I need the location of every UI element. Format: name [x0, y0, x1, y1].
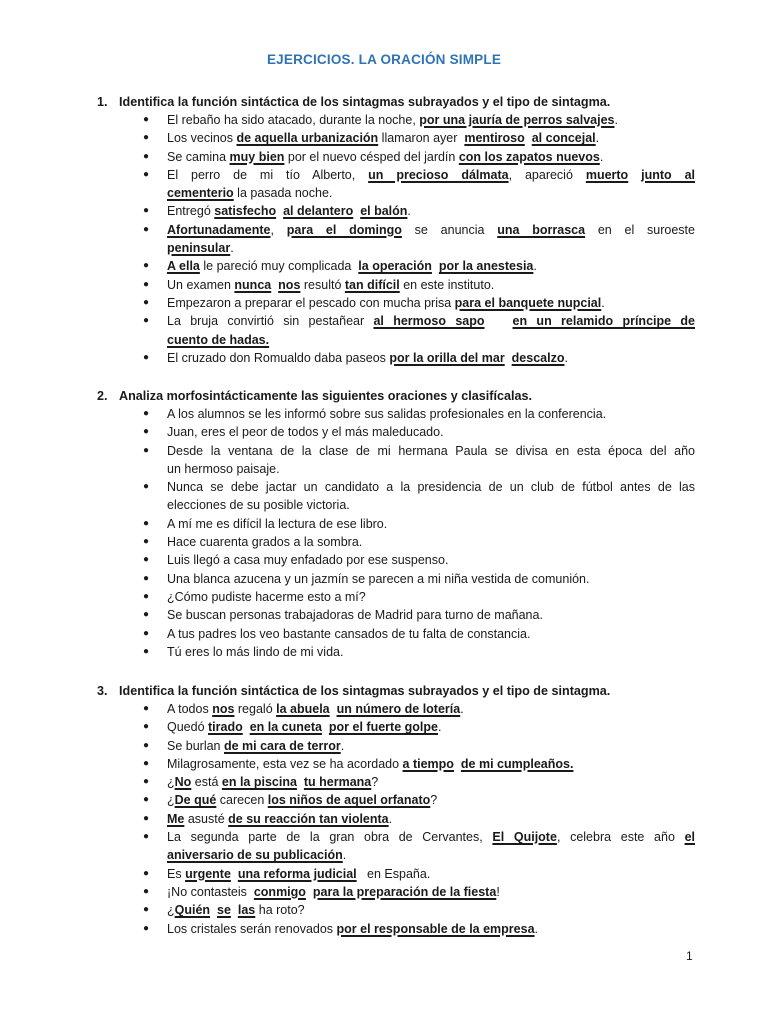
underlined-phrase: el	[684, 830, 695, 845]
bullet-icon: ●	[143, 444, 150, 456]
sentence-text: ¡No contasteis	[167, 884, 254, 899]
sentence-text: El perro de mi tío Alberto,	[167, 167, 369, 182]
sentence-item	[0, 533, 695, 551]
sentence-text	[628, 168, 641, 182]
sentence-text: Luis llegó a casa muy enfadado por ese suspenso.	[167, 553, 449, 568]
underlined-phrase: Me	[167, 811, 185, 826]
sentence-item	[0, 737, 695, 755]
sentence-text: ¿	[167, 793, 175, 808]
underlined-phrase: mentiroso	[464, 131, 525, 146]
sentence-text: A los alumnos se les informó sobre sus salidas profesionales en la conferencia.	[167, 407, 607, 421]
bullet-icon: ●	[143, 315, 150, 327]
sentence-text: Los cristales serán renovados	[167, 921, 337, 936]
sentence-text: .	[342, 848, 347, 863]
bullet-icon: ●	[143, 114, 150, 125]
underlined-phrase: nos	[278, 277, 301, 292]
section-number: 3.	[97, 684, 108, 698]
underlined-phrase: en la cuneta	[249, 720, 322, 735]
sentence-text	[330, 702, 337, 716]
bullet-icon: ●	[143, 572, 150, 584]
sentence-text: Una blanca azucena y un jazmín se parecen a mi niña vestida de comunión.	[167, 571, 590, 586]
sentence-text: ¿	[167, 903, 175, 918]
sentence-text: un hermoso paisaje.	[167, 461, 280, 476]
sentence-text: !	[496, 884, 500, 899]
sentence-text: Un examen	[167, 277, 235, 292]
underlined-phrase: el balón	[360, 204, 408, 219]
sentence-text: ?	[371, 775, 379, 790]
underlined-phrase: No	[174, 775, 192, 790]
underlined-phrase: cuento de hadas.	[167, 332, 270, 347]
sentence-text: Se burlan	[167, 738, 224, 753]
underlined-phrase: nos	[212, 702, 235, 716]
underlined-phrase: conmigo	[253, 884, 306, 899]
sentence-text: Hace cuarenta grados a la sombra.	[167, 535, 363, 550]
underlined-phrase: urgente	[185, 866, 231, 881]
underlined-phrase: por la orilla del mar	[389, 350, 505, 365]
bullet-icon: ●	[143, 481, 150, 493]
sentence-item	[0, 111, 695, 129]
sentence-text: Los vecinos	[167, 131, 237, 146]
sentence-list	[0, 405, 768, 661]
sentence-text: El cruzado don Romualdo daba paseos	[167, 350, 390, 365]
page-title: EJERCICIOS. LA ORACIÓN SIMPLE	[266, 52, 502, 67]
sentence-text: en este instituto.	[399, 277, 495, 292]
sentence-text: A todos	[167, 702, 213, 716]
bullet-icon: ●	[143, 757, 150, 769]
sentence-text: Empezaron a preparar el pescado con mucha prisa	[167, 295, 455, 310]
sentence-text: .	[437, 720, 442, 735]
sentence-item	[0, 606, 695, 624]
underlined-phrase: para la preparación de la fiesta	[312, 884, 497, 899]
bullet-icon: ●	[143, 351, 150, 363]
sentence-text: está	[191, 775, 222, 790]
sentence-text: .	[614, 113, 618, 127]
sentence-text: se anuncia	[401, 222, 498, 237]
sentence-item	[0, 570, 695, 588]
bullet-icon: ●	[143, 296, 150, 308]
sentence-text: Quedó	[167, 720, 209, 735]
underlined-phrase: por una jauría de perros salvajes	[419, 113, 615, 127]
sentence-text: elecciones de su posible victoria.	[167, 498, 350, 513]
bullet-icon: ●	[143, 703, 150, 714]
underlined-phrase: las	[237, 903, 256, 918]
underlined-phrase: El Quijote	[492, 830, 557, 845]
bullet-icon: ●	[143, 150, 150, 162]
bullet-icon: ●	[143, 536, 150, 548]
sentence-item	[0, 148, 695, 166]
sentence-text: la pasada noche.	[233, 186, 333, 201]
sentence-text	[505, 351, 512, 365]
sentence-text	[231, 867, 238, 881]
sentence-text: .	[599, 149, 604, 164]
sentence-text: .	[564, 350, 568, 365]
sentence-item	[0, 810, 695, 828]
section-number: 1.	[97, 95, 108, 109]
underlined-phrase: al hermoso sapo	[373, 314, 485, 329]
sentence-text: .	[340, 738, 345, 753]
sentence-item	[0, 755, 695, 773]
sentence-text: en España.	[356, 866, 431, 881]
bullet-icon: ●	[143, 205, 150, 217]
sentence-text: asusté	[184, 811, 229, 826]
bullet-icon: ●	[143, 812, 150, 824]
sentence-item	[0, 718, 695, 736]
sentence-text: .	[460, 702, 464, 716]
underlined-phrase: una borrasca	[497, 222, 586, 237]
bullet-icon: ●	[143, 609, 150, 621]
sentence-item	[0, 166, 695, 203]
bullet-icon: ●	[143, 885, 150, 897]
sentence-text: La segunda parte de la gran obra de Cervantes,	[167, 830, 493, 845]
sentence-text: resultó	[300, 277, 345, 292]
sentence-text: llamaron ayer	[378, 131, 465, 146]
sentence-text: La bruja convirtió sin pestañear	[167, 314, 374, 329]
underlined-phrase: para el banquete nupcial	[454, 295, 602, 310]
underlined-phrase: de mi cumpleaños.	[460, 756, 574, 771]
sentence-item	[0, 405, 695, 423]
sentence-text	[322, 720, 329, 734]
sentence-text: .	[534, 921, 539, 936]
underlined-phrase: cementerio	[167, 186, 234, 201]
section-heading-text: Identifica la función sintáctica de los sintagmas subrayados y el tipo de sintagma.	[119, 684, 611, 698]
sentence-text: le pareció muy complicada	[199, 259, 359, 274]
sentence-item	[0, 773, 695, 791]
sentence-item	[0, 294, 695, 312]
sentence-text: Milagrosamente, esta vez se ha acordado	[167, 756, 403, 771]
bullet-icon: ●	[143, 739, 150, 751]
sentence-text	[432, 259, 439, 273]
sentence-text	[525, 131, 532, 145]
underlined-phrase: de mi cara de terror	[223, 738, 341, 753]
underlined-phrase: aniversario de su publicación	[167, 848, 343, 863]
underlined-phrase: al concejal	[531, 131, 596, 146]
sentence-text: .	[388, 811, 393, 826]
sentence-text: ¿Cómo pudiste hacerme esto a mí?	[167, 589, 366, 604]
bullet-icon: ●	[143, 831, 150, 843]
sentence-item	[0, 276, 695, 294]
bullet-icon: ●	[143, 867, 150, 879]
underlined-phrase: en un relamido príncipe de	[512, 314, 695, 329]
sentence-item	[0, 129, 695, 147]
section-heading	[97, 93, 768, 111]
sentence-item	[0, 588, 695, 606]
sentence-item	[0, 221, 695, 258]
sentence-text: .	[595, 131, 600, 146]
sentence-text: , celebra este año	[556, 830, 685, 845]
underlined-phrase: muy bien	[229, 149, 285, 164]
underlined-phrase: los niños de aquel orfanato	[267, 793, 431, 808]
sentence-text: ,	[270, 222, 287, 237]
sentence-text: por el nuevo césped del jardín	[284, 149, 459, 164]
bullet-icon: ●	[143, 278, 150, 290]
exercise-section-1	[0, 93, 768, 367]
sentence-text: Tú eres lo más lindo de mi vida.	[167, 644, 344, 659]
underlined-phrase: nunca	[234, 277, 272, 292]
sentence-text: A tus padres los veo bastante cansados de tu falta de constancia.	[167, 626, 531, 641]
sentence-item	[0, 643, 695, 661]
bullet-icon: ●	[143, 721, 150, 733]
bullet-icon: ●	[143, 627, 150, 639]
sentence-item	[0, 515, 695, 533]
exercise-section-3	[0, 682, 768, 938]
underlined-phrase: por el fuerte golpe	[328, 720, 438, 735]
sentence-item	[0, 257, 695, 275]
underlined-phrase: en la piscina	[221, 775, 297, 790]
underlined-phrase: un número de lotería	[336, 702, 461, 716]
sentence-item	[0, 423, 695, 441]
sentence-text: carecen	[216, 793, 268, 808]
underlined-phrase: descalzo	[511, 350, 565, 365]
underlined-phrase: por el responsable de la empresa	[336, 921, 535, 936]
sentence-list	[0, 111, 768, 367]
bullet-icon: ●	[143, 168, 150, 180]
sentence-item	[0, 202, 695, 220]
sentence-text: en el suroeste	[585, 222, 695, 237]
sentence-text	[210, 903, 217, 917]
bullet-icon: ●	[143, 794, 150, 806]
underlined-phrase: De qué	[174, 793, 217, 808]
underlined-phrase: satisfecho	[214, 204, 277, 219]
underlined-phrase: junto al	[641, 167, 696, 182]
sentence-item	[0, 442, 695, 479]
exercise-section-2	[0, 387, 768, 661]
underlined-phrase: A ella	[167, 259, 200, 274]
sentence-text: .	[601, 295, 605, 310]
sentence-text: Nunca se debe jactar un candidato a la presidencia de un club de fútbol antes de las	[167, 480, 695, 495]
sentence-text: Es	[167, 866, 186, 881]
bullet-icon: ●	[143, 517, 150, 529]
underlined-phrase: la abuela	[276, 702, 330, 716]
sentence-text	[231, 903, 238, 917]
sentence-text	[454, 757, 461, 771]
sentence-text: Entregó	[167, 204, 215, 219]
underlined-phrase: peninsular	[167, 241, 231, 256]
bullet-icon: ●	[143, 590, 150, 602]
sentence-list	[0, 700, 768, 938]
sentence-text: ?	[430, 793, 438, 808]
underlined-phrase: de aquella urbanización	[236, 131, 379, 146]
sentence-item	[0, 312, 695, 349]
underlined-phrase: para el domingo	[286, 222, 402, 237]
underlined-phrase: tirado	[208, 720, 243, 735]
sentence-text	[485, 314, 513, 328]
sentence-text: Juan, eres el peor de todos y el más maleducado.	[167, 425, 444, 440]
sentence-text: regaló	[234, 702, 277, 716]
sentence-item	[0, 865, 695, 883]
underlined-phrase: la operación	[358, 259, 432, 274]
underlined-phrase: tan difícil	[344, 277, 400, 292]
section-heading	[97, 387, 768, 405]
sentence-item	[0, 625, 695, 643]
bullet-icon: ●	[143, 645, 150, 657]
sentence-item	[0, 920, 695, 938]
underlined-phrase: muerto	[585, 167, 629, 182]
bullet-icon: ●	[143, 426, 150, 438]
sentence-text: Desde la ventana de la clase de mi hermana Paula se divisa en esta época del año	[167, 443, 695, 458]
underlined-phrase: Afortunadamente	[167, 222, 271, 237]
sentence-text	[306, 885, 313, 899]
underlined-phrase: al delantero	[283, 204, 354, 219]
bullet-icon: ●	[143, 554, 150, 566]
sentence-item	[0, 883, 695, 901]
sentence-item	[0, 551, 695, 569]
sentence-text: A mí me es difícil la lectura de ese libro.	[167, 516, 388, 531]
underlined-phrase: se	[217, 903, 231, 918]
underlined-phrase: tu hermana	[303, 775, 372, 790]
sentence-item	[0, 349, 695, 367]
underlined-phrase: Quién	[174, 903, 211, 918]
sentence-item	[0, 791, 695, 809]
bullet-icon: ●	[143, 776, 150, 788]
sentence-text	[243, 720, 250, 734]
sentence-text: .	[533, 259, 537, 274]
bullet-icon: ●	[143, 132, 150, 144]
sentence-text: .	[407, 204, 411, 219]
sentence-item	[0, 478, 695, 515]
underlined-phrase: un precioso dálmata	[368, 167, 509, 182]
sentence-item	[0, 828, 695, 865]
page-number: 1	[686, 949, 693, 963]
underlined-phrase: con los zapatos nuevos	[458, 149, 600, 164]
sentence-text: Se camina	[167, 149, 230, 164]
section-heading	[97, 682, 768, 700]
sentence-text: ¿	[167, 775, 175, 790]
section-number: 2.	[97, 389, 108, 403]
bullet-icon: ●	[143, 922, 150, 934]
underlined-phrase: por la anestesia	[438, 259, 534, 274]
underlined-phrase: de su reacción tan violenta	[228, 811, 389, 826]
bullet-icon: ●	[143, 223, 150, 235]
section-heading-text: Identifica la función sintáctica de los sintagmas subrayados y el tipo de sintagma.	[119, 95, 611, 109]
section-heading-text: Analiza morfosintácticamente las siguientes oraciones y clasifícalas.	[119, 389, 532, 403]
bullet-icon: ●	[143, 260, 150, 272]
underlined-phrase: una reforma judicial	[237, 866, 357, 881]
underlined-phrase: a tiempo	[402, 756, 454, 771]
sentence-text	[297, 775, 304, 789]
sentence-text: , apareció	[508, 167, 586, 182]
sentence-item	[0, 700, 695, 718]
bullet-icon: ●	[143, 408, 150, 419]
sentence-text: ha roto?	[255, 903, 305, 918]
sentence-text: .	[230, 241, 234, 256]
sentence-item	[0, 901, 695, 919]
sentence-text: El rebaño ha sido atacado, durante la noche,	[167, 113, 420, 127]
bullet-icon: ●	[143, 904, 150, 916]
sentence-text: Se buscan personas trabajadoras de Madrid para turno de mañana.	[167, 608, 543, 623]
